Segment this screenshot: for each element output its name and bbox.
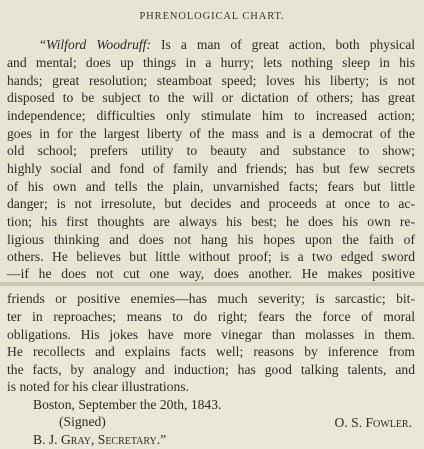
text-line: He recollects and explains facts well; reasons by inference from [7,344,415,359]
text-line: —if he does not cut one way, does another. He makes positive [7,266,415,281]
text-line: and mental; does up things in a hurry; lets nothing sleep in his [7,55,415,70]
subject-name: Wilford Woodruff: [46,37,151,52]
text-line: obligations. His jokes have more vinegar than molasses in them. [7,326,415,342]
signed-label: (Signed) [59,414,106,429]
text-line: ter in reproaches; means to do right; fears the force of moral [7,309,415,324]
text-line: is noted for his clear illustrations. [7,379,189,394]
text-line: others. He believes but little without proof; is a two edged sword [7,249,415,264]
text-line: danger; is not irresolute, but decides and proceeds at once to ac- [7,196,415,211]
signer-name: O. S. Fowler. [334,415,412,430]
text-line: tion; his first thoughts are always his best; he does his own re- [7,214,415,229]
open-quote: “ [40,37,47,52]
date-line: Boston, September the 20th, 1843. [33,396,222,412]
text-line: friends or positive enemies—has much severity; is sarcastic; bit- [7,291,415,306]
opening-text: Is a man of great action, both physical [151,37,416,52]
text-line: goes in for the largest liberty of the mass and is a democrat of the [7,125,415,141]
text-line: hands; great resolution; steamboat speed; loves his liberty; is not [7,72,415,88]
text-line: disposed to be subject to the will or dictation of others; has great [7,90,415,105]
running-header: PHRENOLOGICAL CHART. [139,11,285,22]
paragraph-opening-line [40,36,415,54]
text-line: the facts, by analogy and induction; has good talking talents, and [7,361,415,377]
secretary-line: B. J. Gray, Secretary.” [33,431,167,447]
lower-scan-section [0,286,424,449]
text-line: ligious thinking and does not hang his hopes upon the faith of [7,231,415,247]
text-line: highly social and fond of family and friends; has but few secrets [7,161,415,176]
text-line: old school; prefers utility to beauty and substance to show; [7,143,415,158]
text-line: independence; difficulties only stimulate him to increased action; [7,108,415,123]
text-line: of his own and tells the plain, unvarnished facts; fears but little [7,178,415,194]
